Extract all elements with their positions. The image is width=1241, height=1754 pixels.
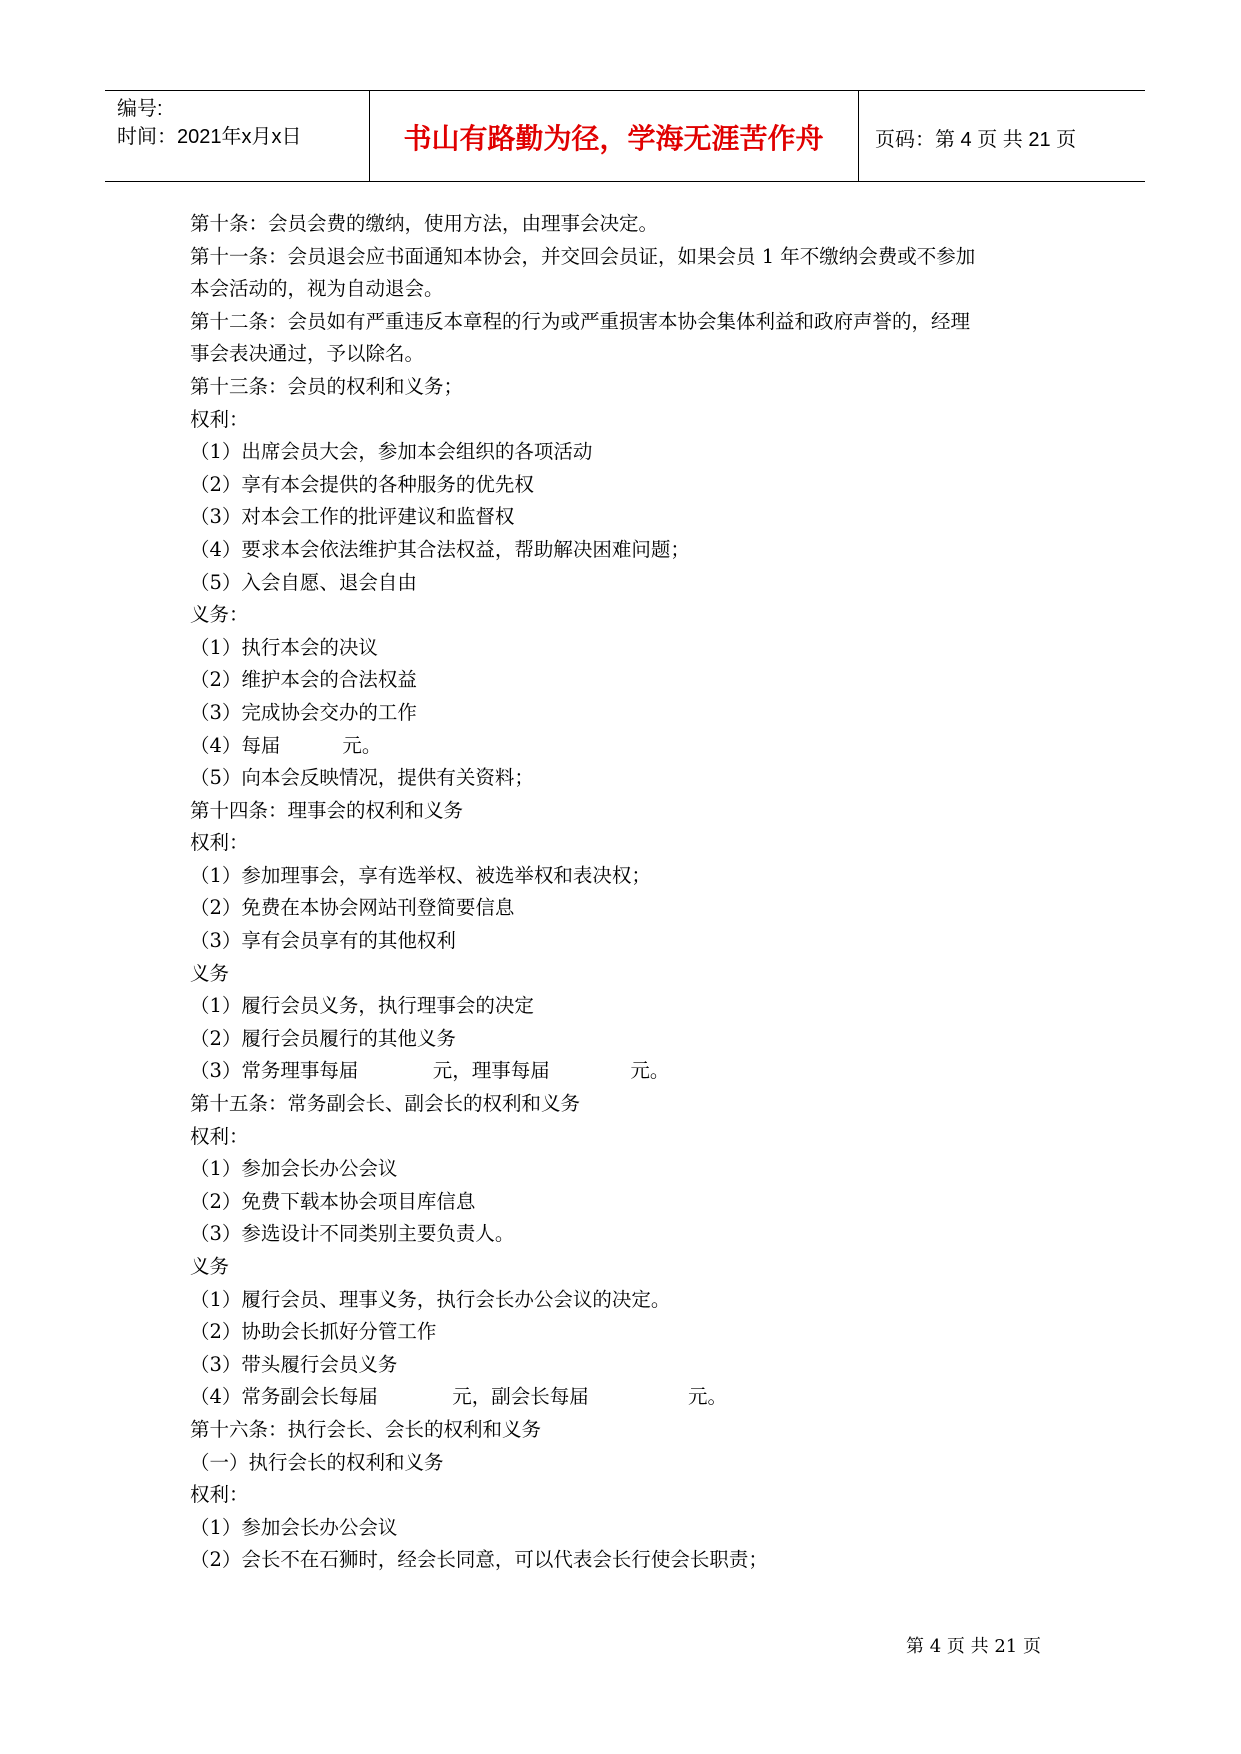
text-line: 义务 <box>190 1255 230 1278</box>
text-line: （3）享有会员享有的其他权利 <box>190 929 456 953</box>
text-line: （3）常务理事每届 元，理事每届 元。 <box>190 1059 670 1083</box>
page-header <box>105 90 1145 182</box>
text-line: 权利： <box>190 1124 249 1148</box>
text-line: （3）带头履行会员义务 <box>190 1352 398 1376</box>
text-line: 第十条：会员会费的缴纳，使用方法，由理事会决定。 <box>190 212 659 235</box>
text-line: 权利： <box>190 1483 249 1507</box>
header-meta <box>117 95 302 151</box>
text-line: （3）参选设计不同类别主要负责人。 <box>190 1222 515 1246</box>
text-line: 义务 <box>190 961 230 985</box>
text-line: （2）维护本会的合法权益 <box>190 668 417 692</box>
text-line: 权利： <box>190 407 249 431</box>
text-line: （2）履行会员履行的其他义务 <box>190 1026 456 1050</box>
text-line: （1）履行会员义务，执行理事会的决定 <box>190 994 534 1018</box>
text-line: （2）协助会长抓好分管工作 <box>190 1320 437 1344</box>
text-line: （4）常务副会长每届 元，副会长每届 元。 <box>190 1385 727 1409</box>
text-line: 事会表决通过，予以除名。 <box>190 342 425 366</box>
header-motto: 书山有路勤为径，学海无涯苦作舟 <box>403 122 824 155</box>
text-line: （1）履行会员、理事义务，执行会长办公会议的决定。 <box>190 1287 671 1311</box>
text-line: 本会活动的，视为自动退会。 <box>190 277 444 301</box>
text-line: （一）执行会长的权利和义务 <box>190 1450 444 1474</box>
text-line: （1）参加理事会，享有选举权、被选举权和表决权； <box>190 863 651 887</box>
document-body <box>190 208 1070 1577</box>
text-line: （1）参加会长办公会议 <box>190 1515 398 1539</box>
text-line: 第十四条：理事会的权利和义务 <box>190 798 464 822</box>
text-line: 第十三条：会员的权利和义务； <box>190 374 464 398</box>
text-line: （5）向本会反映情况，提供有关资料； <box>190 766 534 790</box>
time-label: 时间：2021年x月x日 <box>117 126 302 148</box>
header-divider <box>858 91 859 181</box>
text-line: （2）免费在本协会网站刊登简要信息 <box>190 896 515 920</box>
text-line: （1）参加会长办公会议 <box>190 1157 398 1181</box>
number-label: 编号: <box>117 98 163 120</box>
text-line: 第十一条：会员退会应书面通知本协会，并交回会员证，如果会员 1 年不缴纳会费或不参加 <box>190 244 976 268</box>
text-line: （2）会长不在石狮时，经会长同意，可以代表会长行使会长职责； <box>190 1548 768 1572</box>
text-line: （5）入会自愿、退会自由 <box>190 570 417 594</box>
text-line: （2）享有本会提供的各种服务的优先权 <box>190 472 534 496</box>
text-line: （2）免费下载本协会项目库信息 <box>190 1189 476 1213</box>
text-line: （4）要求本会依法维护其合法权益，帮助解决困难问题； <box>190 537 690 561</box>
text-line: 第十二条：会员如有严重违反本章程的行为或严重损害本协会集体利益和政府声誉的，经理 <box>190 309 971 333</box>
text-line: （3）对本会工作的批评建议和监督权 <box>190 505 515 529</box>
text-line: （1）执行本会的决议 <box>190 635 378 659</box>
text-line: 权利： <box>190 831 249 855</box>
text-line: 第十六条：执行会长、会长的权利和义务 <box>190 1417 542 1441</box>
text-line: 第十五条：常务副会长、副会长的权利和义务 <box>190 1092 581 1116</box>
text-line: （4）每届 元。 <box>190 733 382 757</box>
text-line: （3）完成协会交办的工作 <box>190 700 417 724</box>
text-line: （1）出席会员大会，参加本会组织的各项活动 <box>190 440 593 464</box>
header-page-info: 页码：第 4 页 共 21 页 <box>875 128 1077 151</box>
text-line: 义务： <box>190 603 249 627</box>
page-footer: 第 4 页 共 21 页 <box>906 1636 1041 1657</box>
